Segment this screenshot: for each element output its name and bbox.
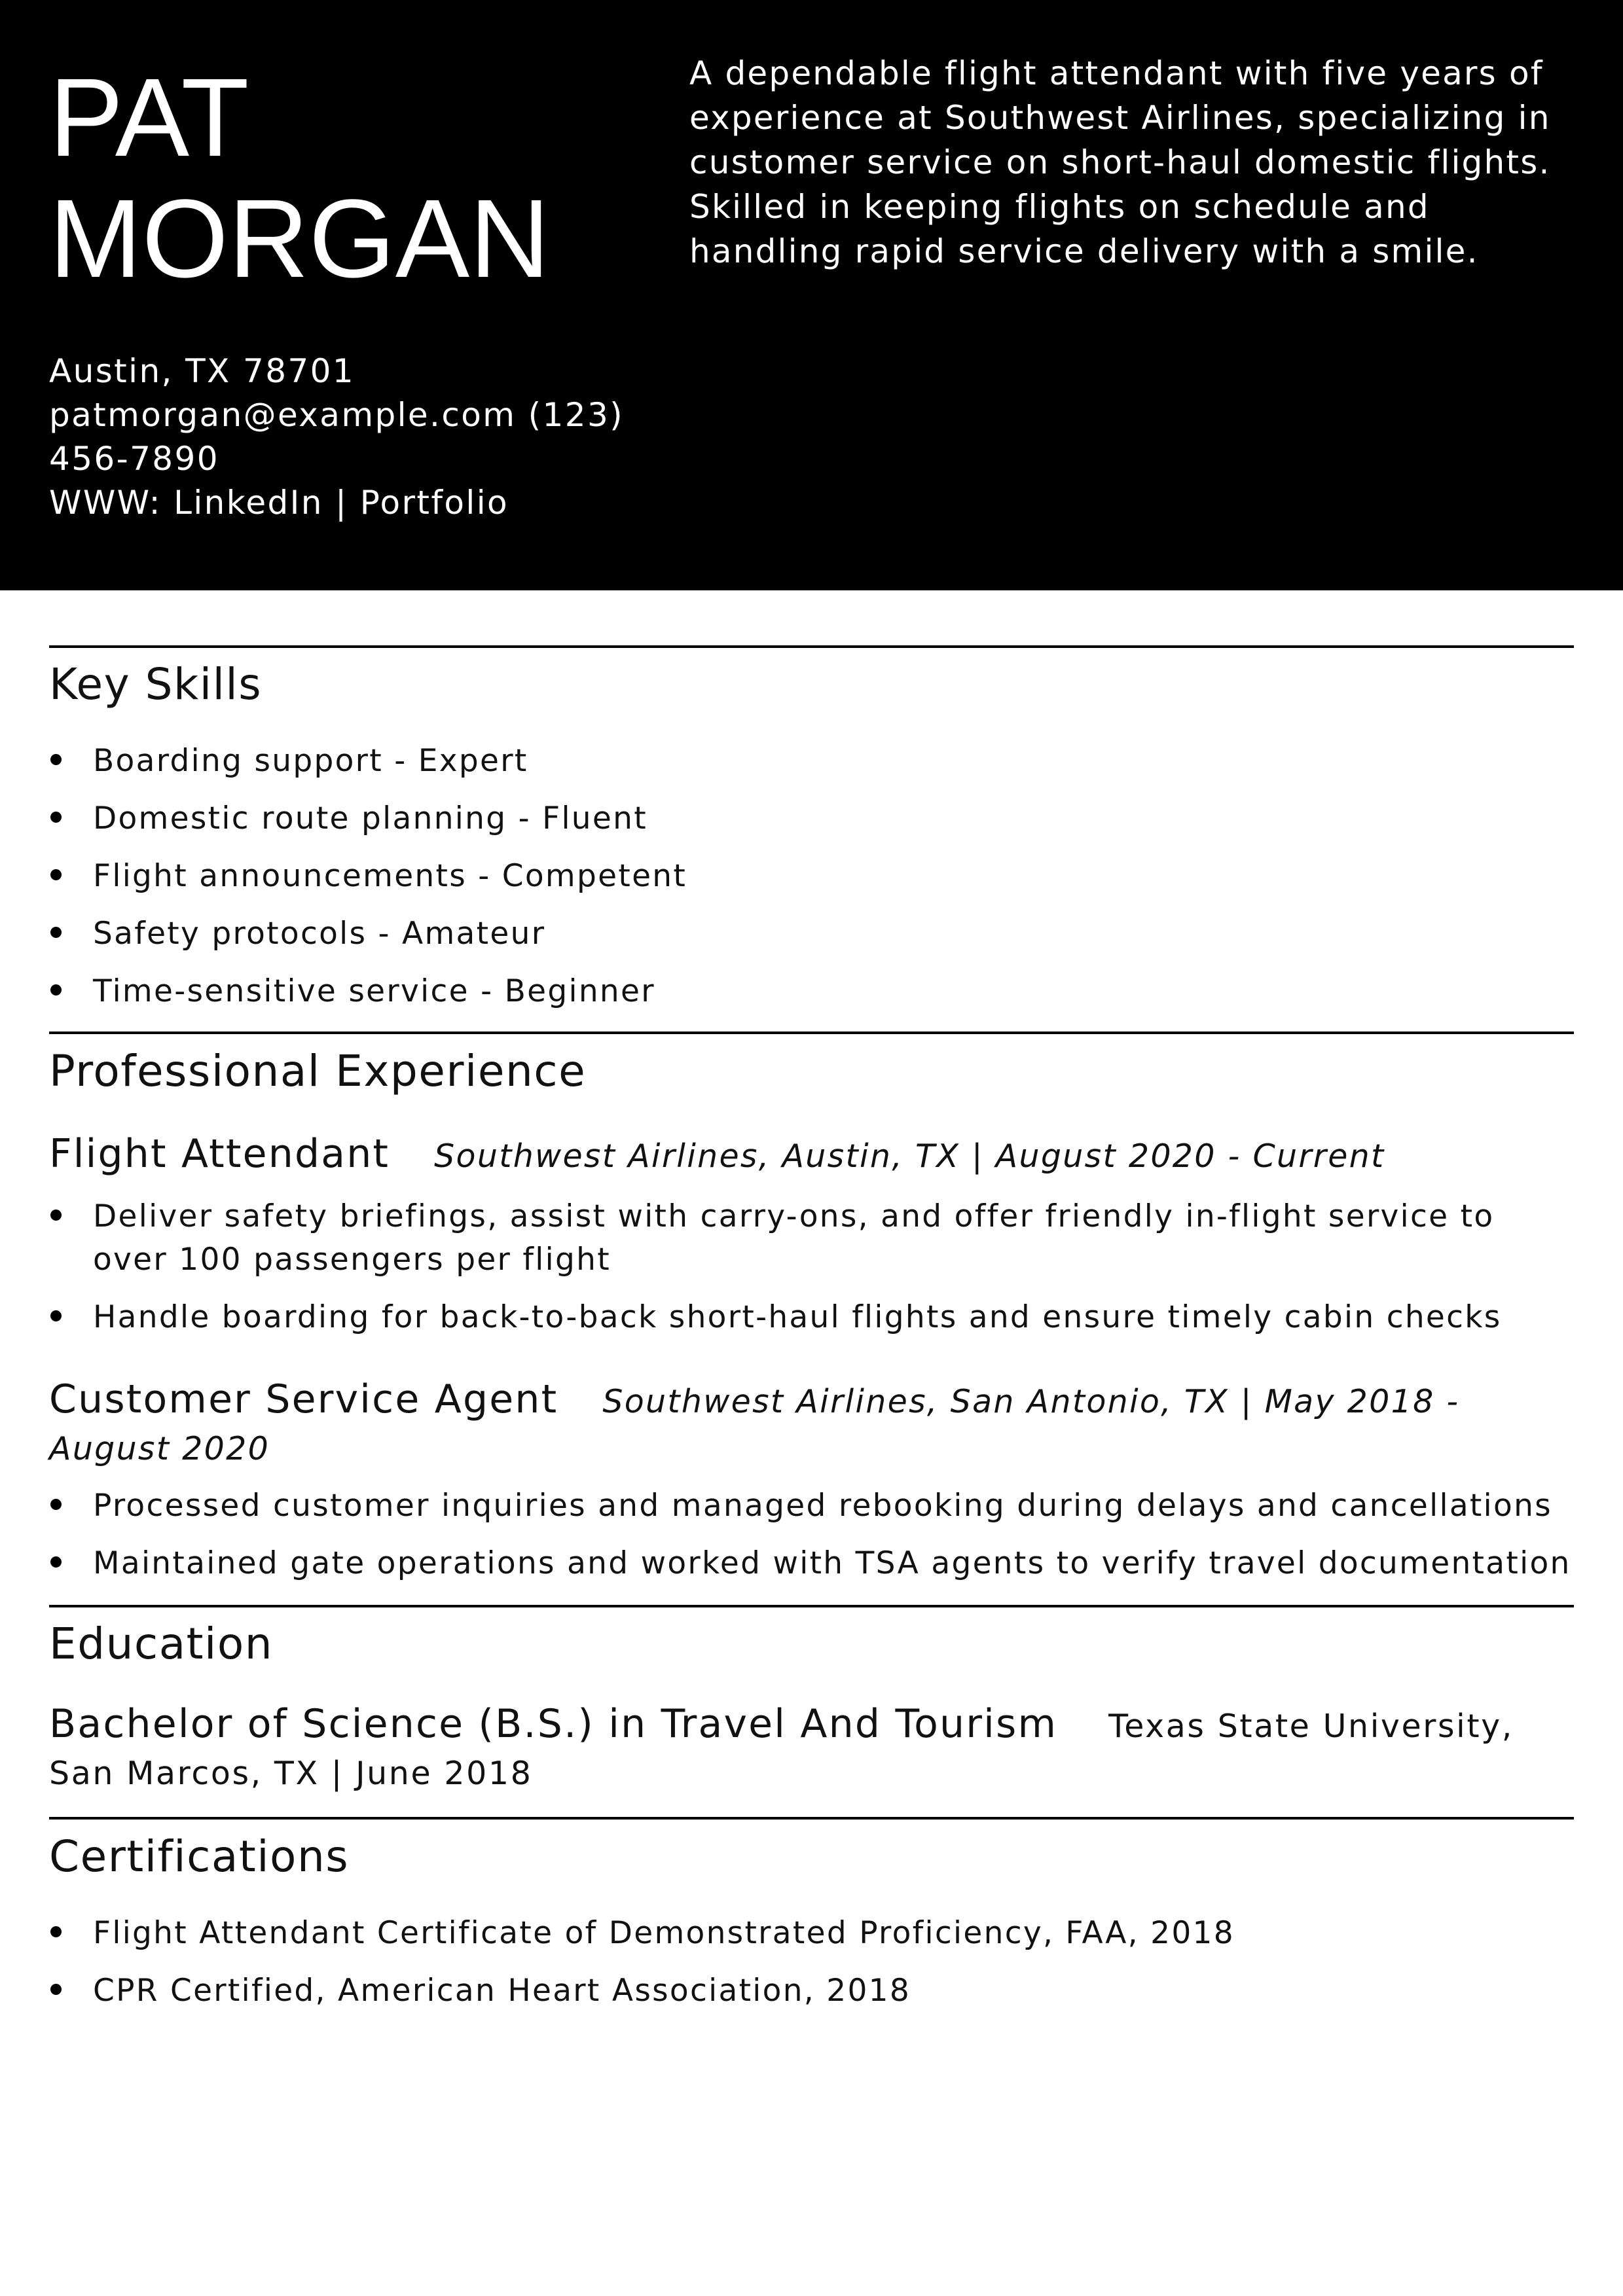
certification-text: Flight Attendant Certificate of Demonstrated Proficiency, FAA, 2018	[93, 1915, 1235, 1951]
job-duty-text: Processed customer inquiries and managed rebooking during delays and cancellations	[93, 1488, 1552, 1524]
contact-phone-continued: 456-7890	[49, 440, 219, 478]
certifications-section-title: Certifications	[49, 1831, 350, 1882]
contact-location: Austin, TX 78701	[49, 352, 356, 390]
bullet-icon	[50, 1556, 62, 1568]
bullet-icon	[50, 1926, 62, 1937]
bullet-icon	[50, 927, 62, 938]
resume-header	[0, 0, 1623, 590]
bullet-icon	[50, 1984, 62, 1995]
skill-text: Boarding support - Expert	[93, 743, 528, 779]
job-duty-text: Handle boarding for back-to-back short-haul flights and ensure timely cabin checks	[93, 1299, 1502, 1335]
list-item	[49, 855, 1574, 898]
contact-email-phone: patmorgan@example.com (123)	[49, 396, 625, 434]
skill-text: Safety protocols - Amateur	[93, 916, 546, 952]
bullet-icon	[50, 984, 62, 996]
bullet-icon	[50, 1499, 62, 1510]
list-item	[49, 1912, 1574, 1955]
contact-info	[49, 350, 625, 525]
list-item	[49, 1296, 1574, 1339]
section-divider	[49, 645, 1574, 648]
bullet-icon	[50, 1210, 62, 1221]
first-name: PAT	[49, 56, 249, 180]
experience-section-title: Professional Experience	[49, 1046, 587, 1096]
section-divider	[49, 1817, 1574, 1820]
job-bullets	[49, 1484, 1574, 1600]
section-divider	[49, 1031, 1574, 1034]
certification-text: CPR Certified, American Heart Association, 2018	[93, 1973, 911, 2009]
bullet-icon	[50, 1310, 62, 1321]
skill-text: Domestic route planning - Fluent	[93, 800, 647, 836]
bullet-icon	[50, 754, 62, 765]
professional-summary: A dependable flight attendant with five years of experience at Southwest Airlines, specializing in customer service on short-haul domestic flights. Skilled in keeping flights on schedule and handling rapid service delivery with a smile.	[689, 54, 1551, 270]
list-item	[49, 1969, 1574, 2013]
degree-name: Bachelor of Science (B.S.) in Travel And Tourism	[49, 1701, 1058, 1747]
list-item	[49, 1484, 1574, 1528]
job-employer-dates: Southwest Airlines, Austin, TX | August 2020 - Current	[434, 1138, 1385, 1175]
section-divider	[49, 1605, 1574, 1607]
job-title: Flight Attendant	[49, 1131, 390, 1177]
skills-section-title: Key Skills	[49, 659, 263, 709]
list-item	[49, 912, 1574, 956]
skill-text: Time-sensitive service - Beginner	[93, 973, 655, 1009]
list-item	[49, 740, 1574, 783]
bullet-icon	[50, 869, 62, 880]
job-bullets	[49, 1195, 1574, 1354]
candidate-name	[49, 58, 638, 300]
last-name: MORGAN	[49, 177, 550, 301]
certifications-list	[49, 1912, 1574, 2027]
school-location-date: Texas State University, San Marcos, TX | June 2018	[49, 1708, 1514, 1792]
education-section-title: Education	[49, 1619, 274, 1669]
list-item	[49, 1542, 1574, 1585]
list-item	[49, 970, 1574, 1013]
contact-links: WWW: LinkedIn | Portfolio	[49, 484, 509, 522]
job-duty-text: Deliver safety briefings, assist with carry-ons, and offer friendly in-flight service to over 100 passengers per flight	[93, 1198, 1495, 1278]
list-item	[49, 1195, 1574, 1282]
job-duty-text: Maintained gate operations and worked with TSA agents to verify travel documentation	[93, 1545, 1571, 1581]
bullet-icon	[50, 812, 62, 823]
job-title: Customer Service Agent	[49, 1376, 558, 1422]
skills-list	[49, 740, 1574, 1028]
list-item	[49, 797, 1574, 840]
job-heading	[49, 1130, 1555, 1180]
education-entry	[49, 1700, 1555, 1797]
job-heading	[49, 1376, 1555, 1473]
skill-text: Flight announcements - Competent	[93, 858, 687, 894]
job-employer-dates: Southwest Airlines, San Antonio, TX | May 2018 - August 2020	[49, 1383, 1460, 1467]
